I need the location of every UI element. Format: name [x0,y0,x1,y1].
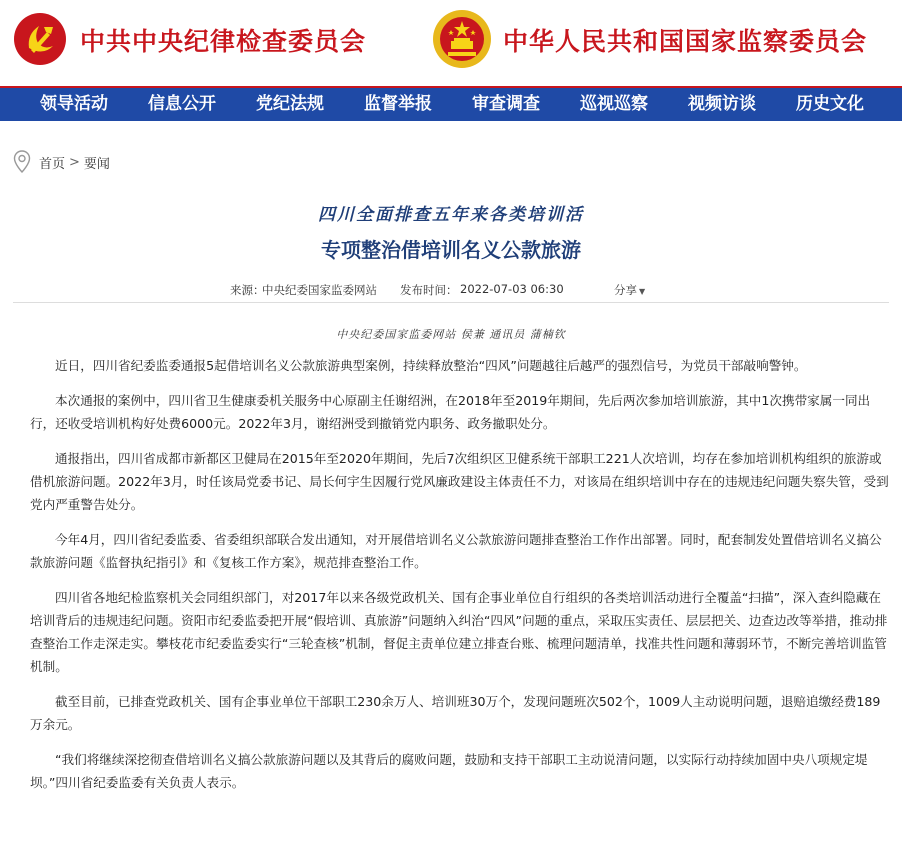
nsc-name[interactable]: 中华人民共和国国家监察委员会 [503,27,868,56]
article-paragraph: 本次通报的案例中，四川省卫生健康委机关服务中心原副主任谢绍洲，在2018年至2019年期间，先后两次参加培训旅游，其中1次携带家属一同出行，还收受培训机构好处费6000元。2022年3月，谢绍洲受到撤销党内职务、政务撤职处分。 [30,393,871,431]
article-paragraph: 通报指出，四川省成都市新都区卫健局在2015年至2020年期间，先后7次组织区卫健系统干部职工221人次培训，均存在参加培训机构组织的旅游或借机旅游问题。2022年3月，时任该局党委书记、局长何宇生因履行党风廉政建设主体责任不力，对该局在组织培训中存在的违规违纪问题失察失管，受到党内严重警告处分。 [30,451,889,512]
nav-item-video[interactable]: 视频访谈 [688,94,756,114]
nav-item-report[interactable]: 监督举报 [364,94,432,114]
nav-item-info[interactable]: 信息公开 [148,94,216,114]
nav-item-investigation[interactable]: 审查调查 [472,94,540,114]
share-button[interactable] [614,282,645,298]
source-label: 来源： [230,283,265,297]
main-nav [0,86,902,121]
publish-time: 2022-07-03 06:30 [460,282,564,296]
nav-item-regulations[interactable]: 党纪法规 [256,94,324,114]
article-paragraph: 今年4月，四川省纪委监委、省委组织部联合发出通知，对开展借培训名义公款旅游问题排查整治工作作出部署。同时，配套制发处置借培训名义搞公款旅游问题《监督执纪指引》和《复核工作方案》，规范排查整治工作。 [30,532,882,570]
location-pin-icon [13,150,31,174]
time-label: 发布时间： [400,283,458,297]
ccdi-name[interactable]: 中共中央纪律检查委员会 [80,27,367,56]
article-title: 专项整治借培训名义公款旅游 [321,238,581,262]
article-body [30,354,892,806]
nav-item-leadership[interactable]: 领导活动 [40,94,108,114]
caret-down-icon: ▼ [639,287,646,296]
breadcrumb-separator: > [69,154,80,170]
article-paragraph: 近日，四川省纪委监委通报5起借培训名义公款旅游典型案例，持续释放整治“四风”问题越往后越严的强烈信号，为党员干部敲响警钟。 [55,358,807,373]
party-emblem-icon [13,12,67,66]
breadcrumb-current[interactable]: 要闻 [83,156,110,172]
article-byline: 中央纪委国家监委网站 侯兼 通讯员 蒲楠钦 [336,328,566,341]
nav-item-history[interactable]: 历史文化 [796,94,864,114]
share-label: 分享 [614,283,637,297]
nav-item-inspection[interactable]: 巡视巡察 [580,94,648,114]
breadcrumb [13,150,110,174]
meta-divider [13,302,889,303]
national-emblem-icon [432,8,492,70]
source-value: 中央纪委国家监委网站 [262,283,377,297]
article-subtitle: 四川全面排查五年来各类培训活 [318,205,584,225]
article-paragraph: “我们将继续深挖彻查借培训名义搞公款旅游问题以及其背后的腐败问题，鼓励和支持干部职工主动说清问题，以实际行动持续加固中央八项规定堤坝。”四川省纪委监委有关负责人表示。 [30,752,868,790]
site-header [0,0,902,86]
article-paragraph: 截至目前，已排查党政机关、国有企事业单位干部职工230余万人、培训班30万个，发现问题班次502个，1009人主动说明问题，退赔追缴经费189万余元。 [30,694,881,732]
article-paragraph: 四川省各地纪检监察机关会同组织部门，对2017年以来各级党政机关、国有企事业单位自行组织的各类培训活动进行全覆盖“扫描”，深入查纠隐藏在培训背后的违规违纪问题。资阳市纪委监委把开展“假培训、真旅游”问题纳入纠治“四风”问题的重点，采取压实责任、层层把关、边查边改等举措，推动排查整治工作走深走实。攀枝花市纪委监委实行“三轮查核”机制，督促主责单位建立排查台账、梳理问题清单，找准共性问题和薄弱环节，不断完善培训监管机制。 [30,590,888,674]
breadcrumb-home[interactable]: 首页 [39,156,66,172]
article-meta [0,282,902,302]
